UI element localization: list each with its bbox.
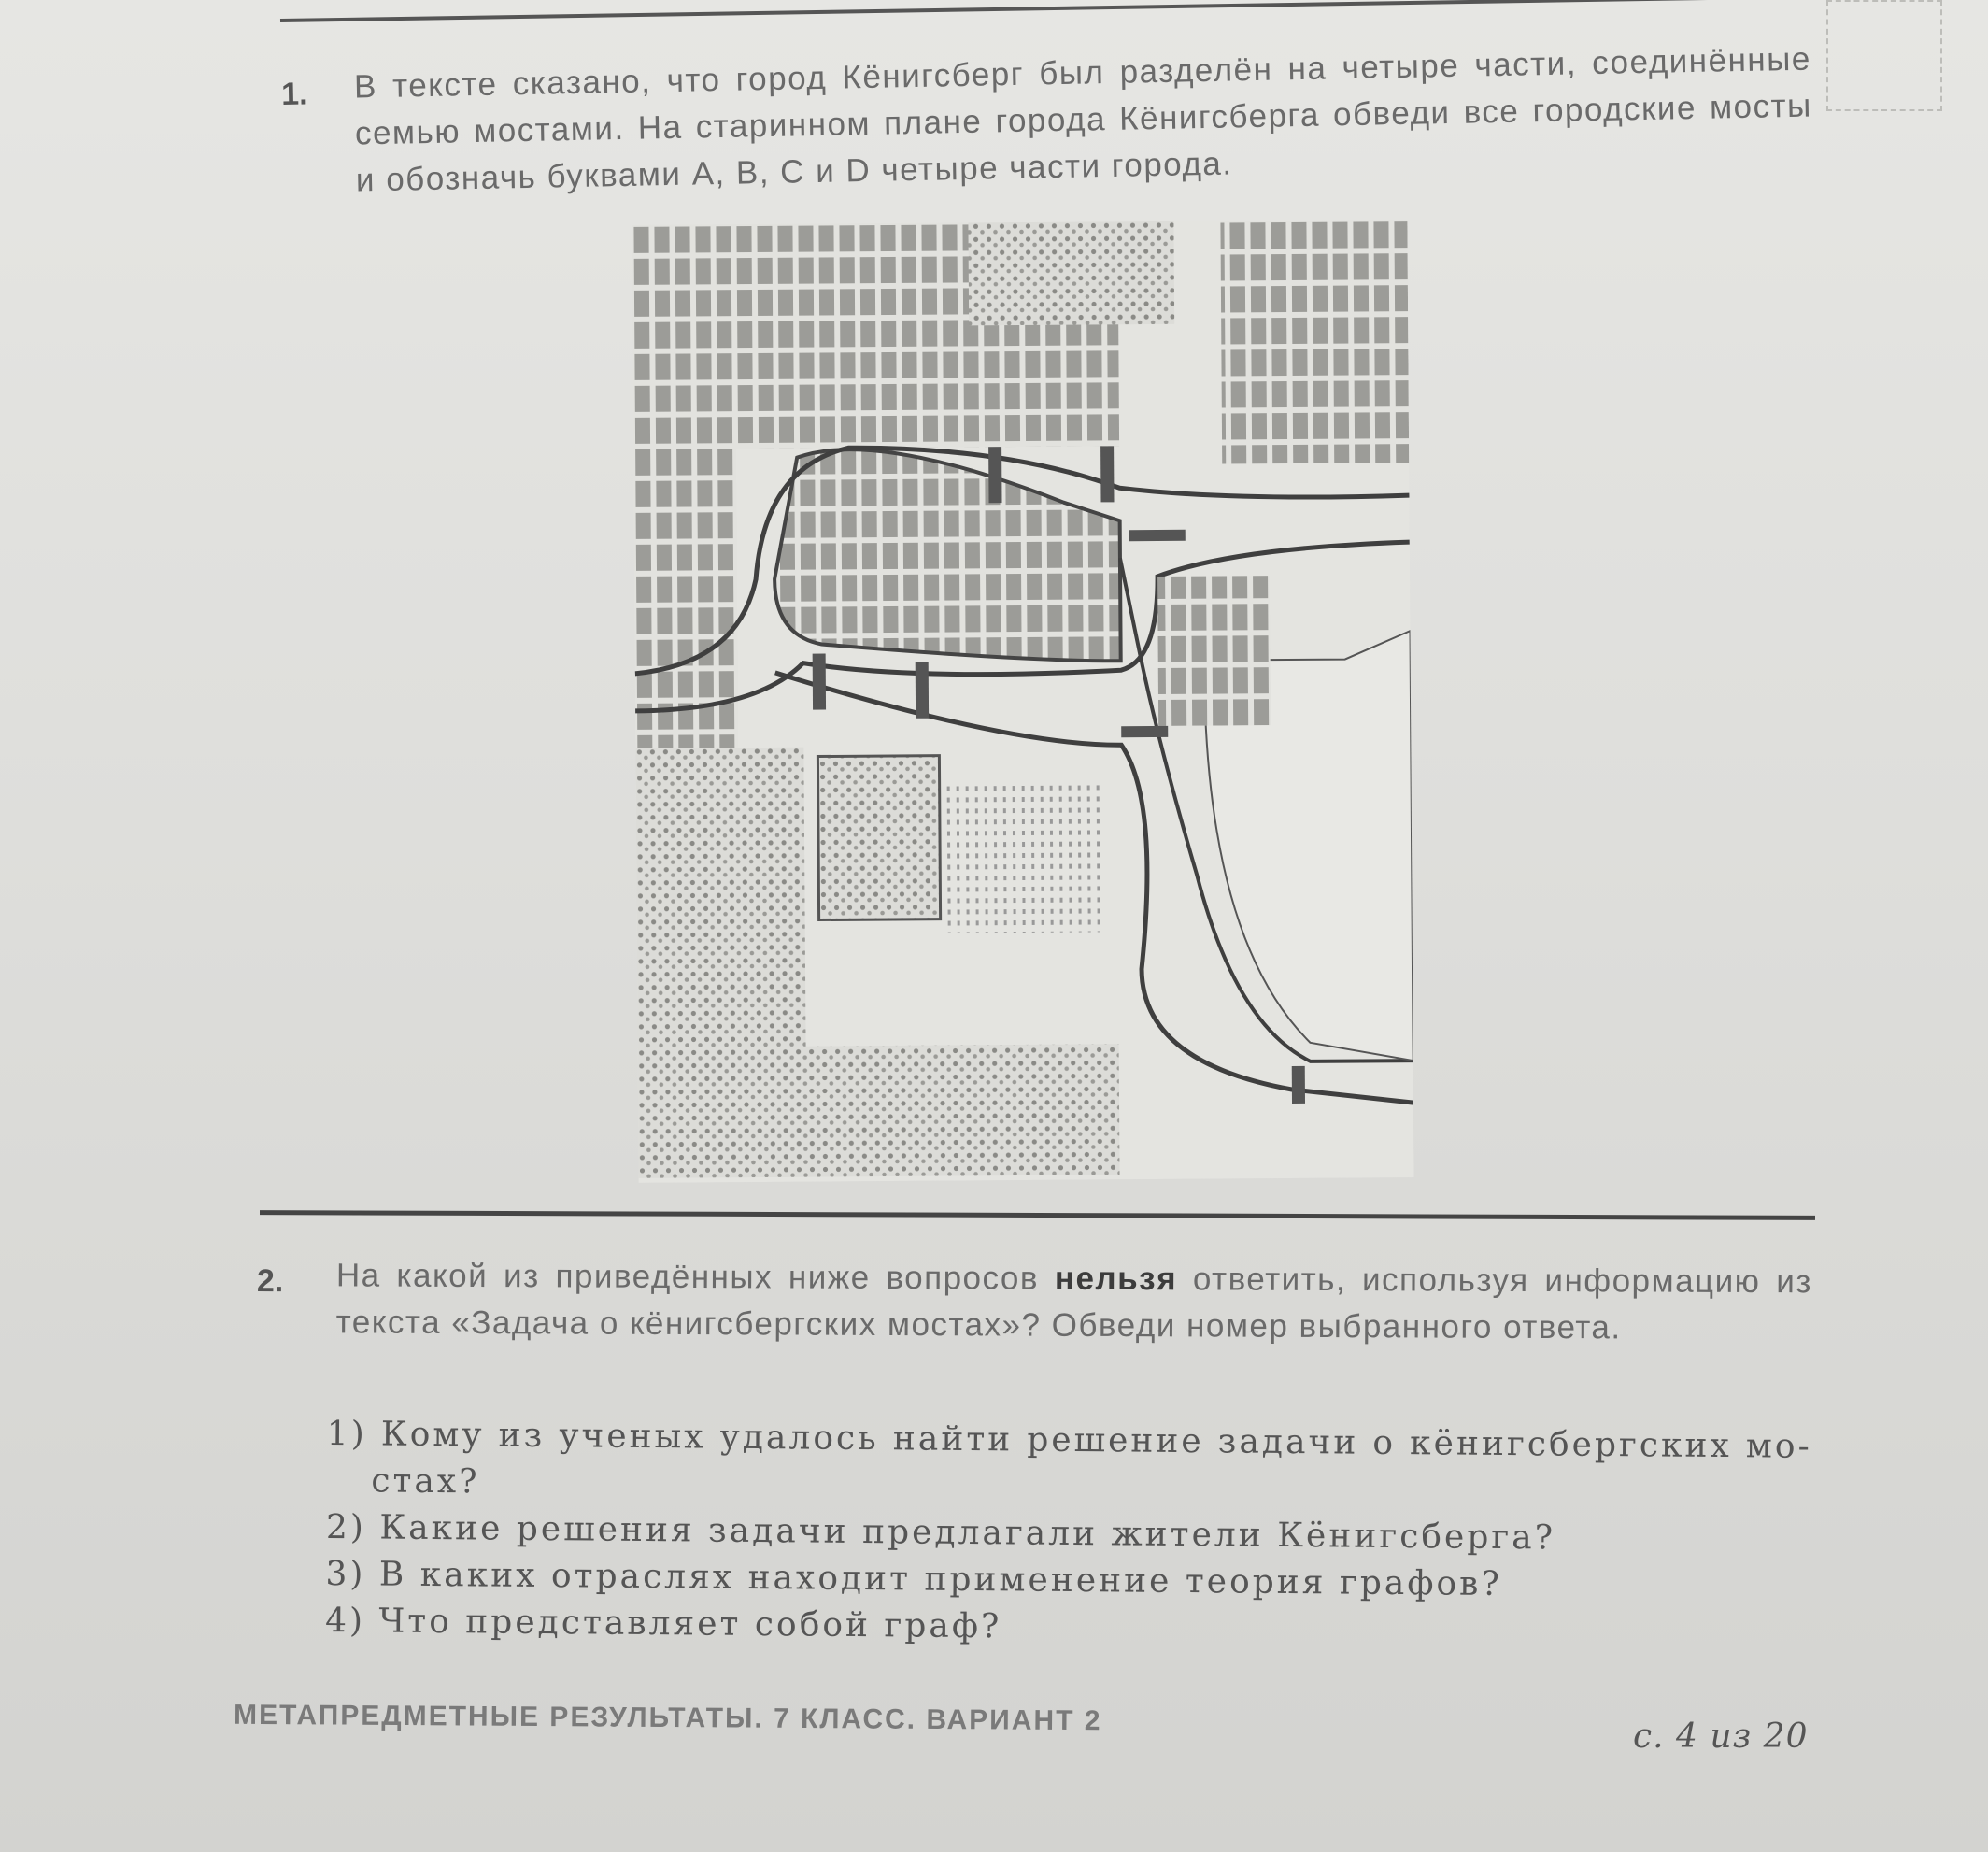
answer-3[interactable]: 3) В каких отраслях находит применение теория графов?	[325, 1554, 1502, 1603]
bridge-4	[916, 662, 929, 719]
bridge-6	[1292, 1066, 1305, 1104]
task-1-number: 1.	[280, 76, 308, 112]
task-2-text	[336, 1252, 1812, 1352]
bridge-2	[1100, 446, 1114, 502]
task-2-text-bold: нельзя	[1054, 1260, 1178, 1298]
bridge-1	[988, 447, 1001, 503]
task-2-number: 2.	[256, 1262, 284, 1300]
answer-4[interactable]: 4) Что представляет собой граф?	[324, 1601, 1002, 1646]
task-2-text-after: ответить, используя информацию из текста «Задача о кёнигсбергских мостах»? Обведи номер выбранного ответа.	[335, 1261, 1812, 1346]
answer-1-continuation[interactable]: стах?	[371, 1461, 480, 1502]
footer-title: МЕТАПРЕДМЕТНЫЕ РЕЗУЛЬТАТЫ. 7 КЛАСС. ВАРИАНТ 2	[233, 1699, 1102, 1737]
north-east-blocks	[1220, 220, 1409, 463]
south-buildings	[944, 782, 1104, 933]
answer-1[interactable]: 1) Кому из ученых удалось найти решение задачи о кёнигсбергских мо-	[326, 1414, 1812, 1466]
answer-2[interactable]: 2) Какие решения задачи предлагали жители Кёнигсберга?	[325, 1507, 1556, 1558]
page-number: с. 4 из 20	[1633, 1717, 1809, 1756]
task-2-text-before: На какой из приведённых ниже вопросов	[335, 1257, 1055, 1297]
south-garden-square	[817, 756, 940, 920]
task-1	[280, 8, 1813, 199]
bridge-3	[813, 653, 826, 709]
north-gardens	[968, 221, 1174, 326]
konigsberg-map	[632, 220, 1413, 1183]
answer-list	[325, 1411, 1822, 1658]
bridge-7	[1121, 726, 1168, 737]
bridge-5	[1129, 530, 1186, 541]
score-box	[1826, 0, 1942, 111]
middle-rule	[260, 1210, 1815, 1220]
south-riverside-gardens	[727, 1044, 1120, 1177]
task-1-text: В тексте сказано, что город Кёнигсберг был разделён на четыре части, соединённые семью мостами. На старинном плане города Кёнигсберга обведи все городские мосты и обозначь буквами A, B, C и D четыре части города.	[353, 40, 1813, 199]
lomse-blocks	[1157, 576, 1271, 726]
top-rule	[280, 0, 1822, 22]
task-2	[256, 1252, 1817, 1346]
